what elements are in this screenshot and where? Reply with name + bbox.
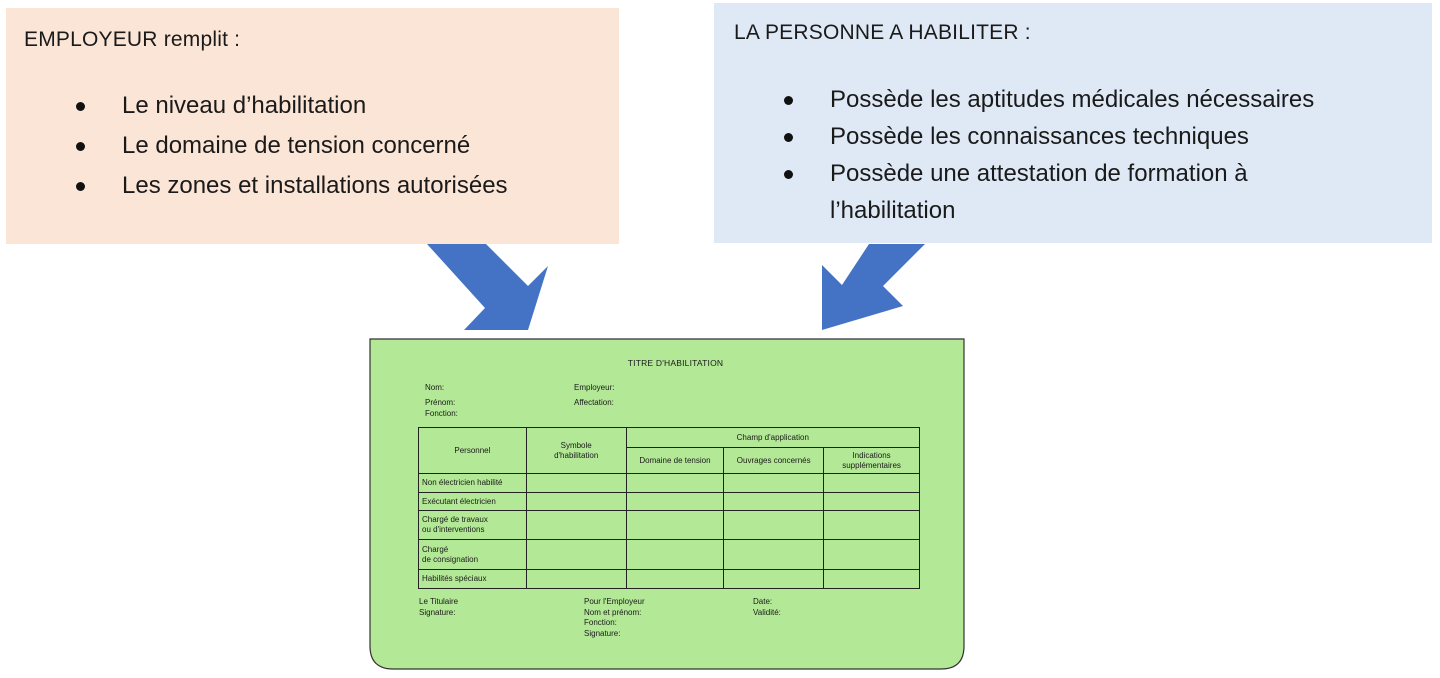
list-item: Les zones et installations autorisées — [76, 166, 508, 206]
field-employeur: Employeur: — [574, 383, 615, 392]
header-ouvrages: Ouvrages concernés — [724, 448, 824, 474]
employer-box-title: EMPLOYEUR remplit : — [24, 28, 241, 51]
header-domaine: Domaine de tension — [626, 448, 724, 474]
table-row: Chargé de travaux ou d'interventions — [419, 511, 920, 540]
footer-titulaire: Le Titulaire Signature: — [419, 597, 459, 617]
list-item: Possède une attestation de formation à l’habilitation — [784, 155, 1314, 229]
header-champ: Champ d'application — [626, 428, 919, 448]
field-affectation: Affectation: — [574, 398, 614, 407]
table-row: Non électricien habilité — [419, 474, 920, 493]
list-item: Le domaine de tension concerné — [76, 126, 508, 166]
table-row: Exécutant électricien — [419, 493, 920, 511]
person-box-title: LA PERSONNE A HABILITER : — [734, 21, 1031, 44]
card-title: TITRE D'HABILITATION — [627, 358, 724, 368]
habilitation-table — [418, 427, 920, 589]
list-item: Le niveau d’habilitation — [76, 86, 508, 126]
header-indications: Indications supplémentaires — [824, 448, 920, 474]
list-item: Possède les aptitudes médicales nécessaires — [784, 81, 1314, 118]
list-item: Possède les connaissances techniques — [784, 118, 1314, 155]
table-row: Habilités spéciaux — [419, 570, 920, 589]
header-symbole: Symbole d'habilitation — [526, 428, 626, 474]
field-nom: Nom: — [425, 383, 445, 392]
field-prenom: Prénom: — [425, 398, 456, 407]
field-fonction: Fonction: — [425, 409, 458, 418]
table-row: Chargé de consignation — [419, 540, 920, 570]
arrow-left-icon — [427, 244, 548, 330]
arrow-right-icon — [822, 244, 925, 330]
header-personnel: Personnel — [419, 428, 527, 474]
footer-date: Date: Validité: — [753, 597, 781, 617]
habilitation-card — [369, 338, 965, 670]
footer-employeur: Pour l'Employeur Nom et prénom: Fonction: Signature: — [584, 597, 645, 638]
